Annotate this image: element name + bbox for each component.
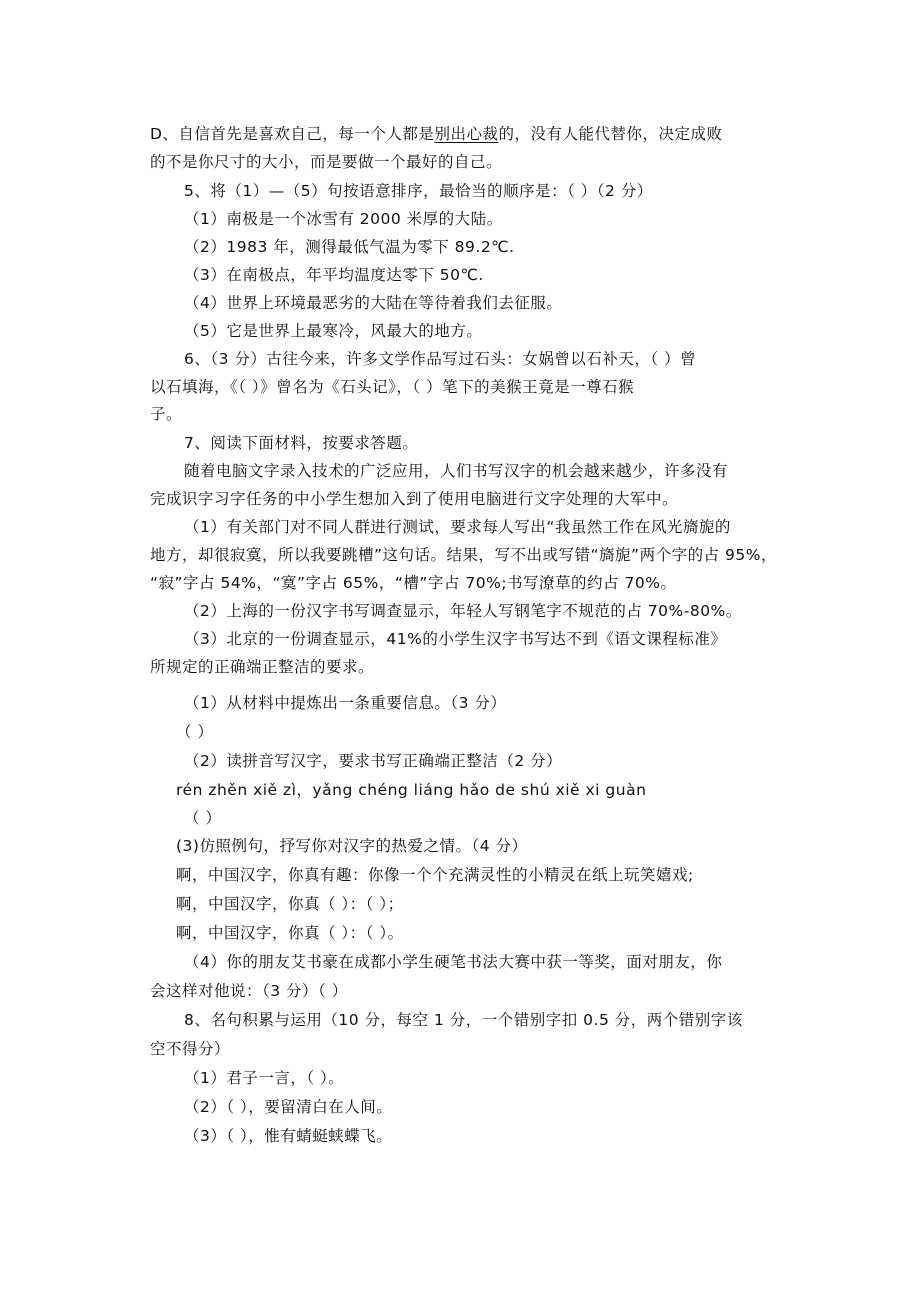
q5-sentence-1: （1）南极是一个冰雪有 2000 米厚的大陆。 xyxy=(184,210,503,228)
q7-sub-1: （1）从材料中提炼出一条重要信息。（3 分） xyxy=(184,694,507,712)
example-sentence: 啊，中国汉字，你真有趣：你像一个个充满灵性的小精灵在纸上玩笑嬉戏; xyxy=(176,866,694,884)
q7-sub-4-line1: （4）你的朋友艾书豪在成都小学生硬笔书法大赛中获一等奖，面对朋友，你 xyxy=(184,953,723,971)
imitation-blank-1[interactable]: 啊，中国汉字，你真（ ）：（ ）； xyxy=(176,895,404,913)
q7-material-2: （2）上海的一份汉字书写调查显示，年轻人写钢笔字不规范的占 70%-80%。 xyxy=(184,602,742,620)
q7-sub-4-line2[interactable]: 会这样对他说：（3 分）（ ） xyxy=(150,982,348,1000)
q7-sub-2: （2）读拼音写汉字，要求书写正确端正整洁（2 分） xyxy=(184,752,563,770)
q7-passage-line1: 随着电脑文字录入技术的广泛应用，人们书写汉字的机会越来越少，许多没有 xyxy=(184,462,729,480)
option-d-line2: 的不是你尺寸的大小，而是要做一个最好的自己。 xyxy=(150,153,503,171)
q7-passage-line2: 完成识字习字任务的中小学生想加入到了使用电脑进行文字处理的大军中。 xyxy=(150,490,679,508)
question-6-line3: 子。 xyxy=(150,405,183,423)
question-7: 7、阅读下面材料，按要求答题。 xyxy=(184,434,419,452)
q7-material-3-line1: （3）北京的一份调查显示，41%的小学生汉字书写达不到《语文课程标准》 xyxy=(184,630,727,648)
q5-sentence-5: （5）它是世界上最寒冷，风最大的地方。 xyxy=(184,322,483,340)
q7-material-1-line1: （1）有关部门对不同人群进行测试，要求每人写出“我虽然工作在风光旖旎的 xyxy=(184,518,731,536)
q7-material-3-line2: 所规定的正确端正整洁的要求。 xyxy=(150,658,375,676)
q7-sub-1-answer-blank[interactable]: （ ） xyxy=(176,723,214,741)
question-8-line2: 空不得分） xyxy=(150,1040,231,1058)
underlined-idiom: 别出心裁 xyxy=(434,125,499,143)
q7-sub-3: (3)仿照例句，抒写你对汉字的热爱之情。（4 分） xyxy=(176,837,528,855)
q7-material-1-line3: “寂”字占 54%，“寞”字占 65%，“槽”字占 70%;书写潦草的约占 70%。 xyxy=(150,574,677,592)
question-5: 5、将（1）—（5）句按语意排序，最恰当的顺序是：（ ）（2 分） xyxy=(184,182,653,200)
q5-sentence-4: （4）世界上环境最恶劣的大陆在等待着我们去征服。 xyxy=(184,294,563,312)
option-d-line1: D、自信首先是喜欢自己，每一个人都是别出心裁的，没有人能代替你，决定成败 xyxy=(150,125,723,143)
question-8-line1: 8、名句积累与运用（10 分，每空 1 分，一个错别字扣 0.5 分，两个错别字该 xyxy=(184,1011,743,1029)
q5-sentence-3: （3）在南极点，年平均温度达零下 50℃. xyxy=(184,266,484,284)
q8-item-2[interactable]: （2）（ ），要留清白在人间。 xyxy=(184,1098,393,1116)
imitation-blank-2[interactable]: 啊，中国汉字，你真（ ）：（ ）。 xyxy=(176,924,404,942)
q8-item-1[interactable]: （1）君子一言，（ ）。 xyxy=(184,1069,345,1087)
question-6-line1: 6、（3 分）古往今来，许多文学作品写过石头：女娲曾以石补天，（ ）曾 xyxy=(184,350,697,368)
q7-sub-2-answer-blank[interactable]: （ ） xyxy=(184,809,222,827)
q5-sentence-2: （2）1983 年，测得最低气温为零下 89.2℃. xyxy=(184,238,515,256)
q7-material-1-line2: 地方，却很寂寞，所以我要跳槽”这句话。结果，写不出或写错“旖旎”两个字的占 95%， xyxy=(150,546,777,564)
q8-item-3[interactable]: （3）（ ），惟有蜻蜓蛱蝶飞。 xyxy=(184,1127,393,1145)
question-6-line2: 以石填海，《（ ）》曾名为《石头记》，（ ）笔下的美猴王竟是一尊石猴 xyxy=(150,378,635,396)
pinyin-line: rén zhěn xiě zì，yǎng chéng liáng hǎo de shú xiě xi guàn xyxy=(176,781,647,799)
